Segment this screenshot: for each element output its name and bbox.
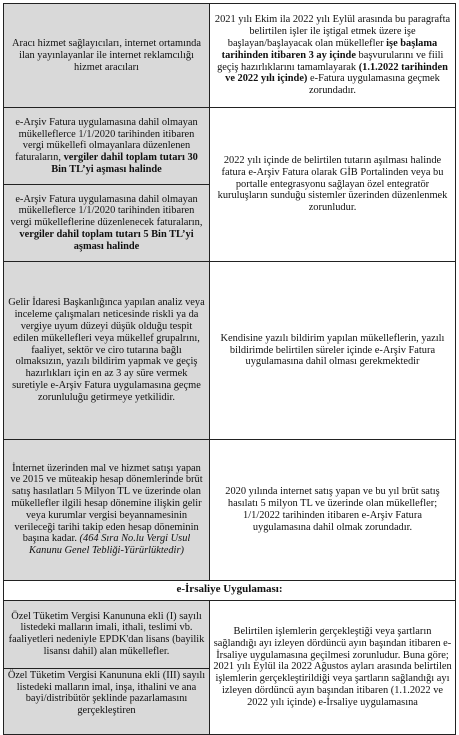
row-1-left-text: Aracı hizmet sağlayıcıları, internet ortamında ilan yayınlayanlar ile internet reklamcılığı hizmet aracıları bbox=[12, 37, 201, 73]
table-row bbox=[4, 600, 456, 668]
row-4-left-text: Gelir İdaresi Başkanlığınca yapılan analiz veya inceleme çalışmaları neticesinde riskli ya da vergiye uyum düzeyi düşük olduğu tespit edilen mükellefleri veya mükellef grupalrını, faaliyet, sektör ve ciro tutarına bağlı olmaksızın, yazılı bildirim yapmak ve geçiş hazırlıkları için en az 3 ay süre vermek suretiyle e-Arşiv Fatura uygulamasına geçme zorunluluğu getirmeye yetkilidir. bbox=[8, 297, 205, 403]
row-4-left bbox=[4, 261, 210, 439]
text-part: e-Arşiv Fatura uygulamasına dahil olmayan mükelleflerce 1/1/2020 tarihinden itibaren vergi mükellefi olmayanlara düzenlenen faturaların, bbox=[15, 116, 198, 164]
row-4-right bbox=[210, 261, 456, 439]
text-part-bold: vergiler dahil toplam tutarı 5 Bin TL’yi aşması halinde bbox=[19, 228, 194, 252]
row-6-left bbox=[4, 600, 210, 668]
row-4-right-text: Kendisine yazılı bildirim yapılan mükelleflerin, yazılı bildirimde belirtilen süreler içinde e-Arşiv Fatura uygulamasına dahil olması gerekmektedir bbox=[220, 332, 445, 368]
text-part-bold: vergiler dahil toplam tutarı 30 Bin TL’yi aşması halinde bbox=[51, 152, 198, 176]
row-7-left bbox=[4, 668, 210, 734]
text-part-bold: (1.1.2022 tarihinden ve 2022 yılı içinde) bbox=[225, 61, 448, 85]
section-row bbox=[4, 580, 456, 600]
row-1-left bbox=[4, 4, 210, 108]
row-6-left-text: Özel Tüketim Vergisi Kanununa ekli (I) sayılı listedeki malların imali, ithali, teslimi vb. faaliyetleri nedeniyle EPDK'dan lisans (bayilik lisansı dahil) alan mükellefler. bbox=[8, 610, 205, 657]
text-part-bold: işe başlama tarihinden itibaren 3 ay içinde bbox=[221, 37, 438, 61]
row-3-left bbox=[4, 185, 210, 261]
text-part: e-Arşiv Fatura uygulamasına dahil olmayan mükelleflerce 1/1/2020 tarihinden itibaren vergi mükelleflerine düzenlenecek faturaların, bbox=[10, 193, 203, 229]
row-2-right-text: 2022 yılı içinde de belirtilen tutarın aşılması halinde fatura e-Arşiv Fatura olarak GİB Portalinden veya bu portalle entegrasyonu sağlayan özel entegratör kuruluşların sunduğu sistemler üzerinden düzenlenmek zorunludur. bbox=[217, 154, 448, 214]
row-5-left-text: İnternet üzerinden mal ve hizmet satışı yapan ve 2015 ve müteakip hesap dönemlerinde brüt satış hasılatları 5 Milyon TL ve üzerinde olan mükellefler ilgili hesap dönemine ilişkin gelir veya kurumlar vergisi beyannamesinin verileceği tarihi takip eden hesap döneminin başına kadar. bbox=[10, 462, 203, 545]
text-part: başvurularını ve fiili geçiş hazırlıklarını tamamlayarak bbox=[217, 49, 444, 73]
row-7-left-text: Özel Tüketim Vergisi Kanununa ekli (III) sayılı listedeki malların imal, inşa, ithalini ve ana bayi/distribütör şeklinde pazarlamasını gerçekleştiren bbox=[7, 669, 206, 717]
row-2-right bbox=[210, 108, 456, 261]
table-row bbox=[4, 261, 456, 439]
row-5-right-text: 2020 yılında internet satış yapan ve bu yıl brüt satış hasılatı 5 milyon TL ve üzerinde olan mükellefler; 1/1/2022 tarihinden itibaren e-Arşiv Fatura uygulamasına dahil olmak zorundadır. bbox=[225, 486, 440, 533]
row-1-right bbox=[210, 4, 456, 108]
table-row bbox=[4, 108, 456, 185]
row-5-left-note: (464 Sıra No.lu Vergi Usul Kanunu Genel Tebliği-Yürürlüktedir) bbox=[29, 533, 191, 557]
row-5-right bbox=[210, 440, 456, 580]
row-6-right bbox=[210, 600, 456, 734]
row-2-left bbox=[4, 108, 210, 185]
table-row bbox=[4, 4, 456, 108]
text-part: 2021 yılı Ekim ila 2022 yılı Eylül arasında bu paragrafta belirtilen işler ile iştigal etmek üzere işe başlayan/başlayacak olan mükellefler bbox=[214, 14, 451, 49]
document-table bbox=[3, 3, 456, 735]
section-title: e-İrsaliye Uygulaması: bbox=[4, 580, 456, 600]
table-row bbox=[4, 440, 456, 580]
row-5-left bbox=[4, 440, 210, 580]
text-part: e-Fatura uygulamasına geçmek zorundadır. bbox=[307, 73, 440, 97]
row-6-right-text: Belirtilen işlemlerin gerçekleştiği veya şartların sağlandığı ayı izleyen dördüncü ayın başından itibaren e-İrsaliye uygulamasına geçilmesi zorunludur. Buna göre; 2021 yılı Eylül ila 2022 Ağustos ayları arasında belirtilen işlemlerin gerçekleştirildiği veya şartların sağlandığı ayı izleyen dördüncü ayın başından itibaren (1.1.2022 ve 2022 yılı içinde) e-İrsaliye uygulamasına bbox=[213, 626, 452, 708]
